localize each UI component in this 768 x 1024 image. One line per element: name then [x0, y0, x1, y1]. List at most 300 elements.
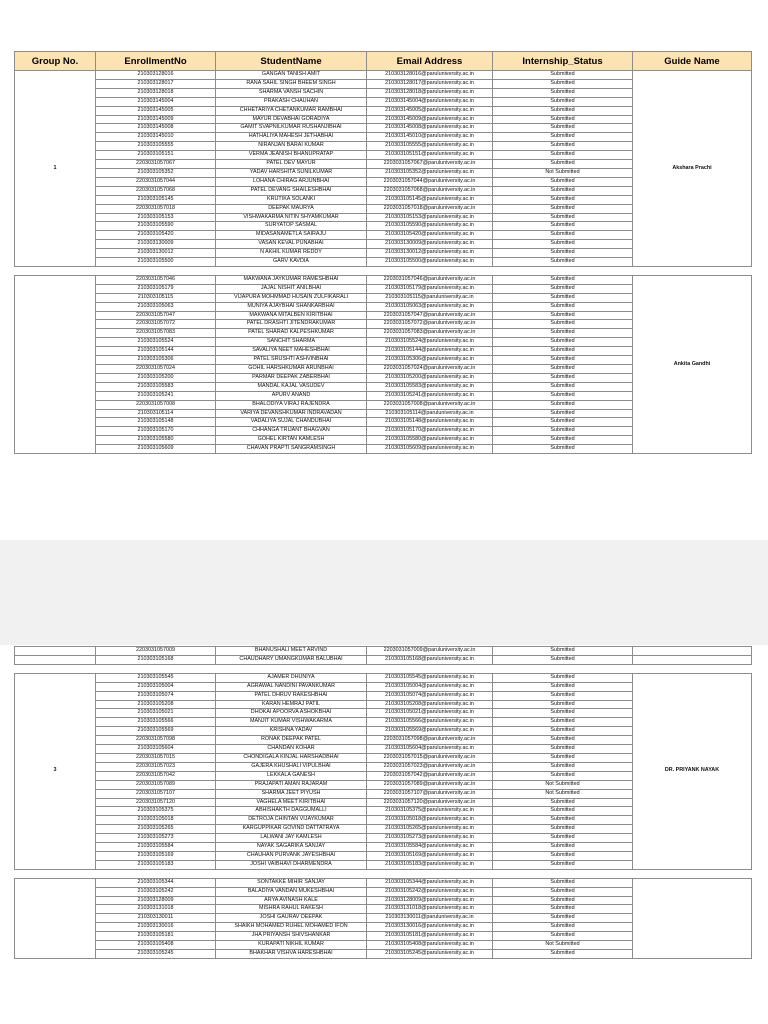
enrollment-cell: 2203031057067 — [96, 160, 216, 169]
status-cell: Submitted — [493, 700, 633, 709]
status-cell: Submitted — [493, 762, 633, 771]
status-cell: Not Submitted — [493, 168, 633, 177]
student-name-cell: PATEL DHRUV RAKESHBHAI — [216, 691, 367, 700]
student-name-cell: PATEL SHARAD KALPESHKUMAR — [216, 329, 367, 338]
status-cell: Submitted — [493, 329, 633, 338]
email-cell: 210303105265@paruluniversity.ac.in — [367, 825, 493, 834]
status-cell: Submitted — [493, 771, 633, 780]
status-cell: Submitted — [493, 816, 633, 825]
email-cell: 2203031057009@paruluniversity.ac.in — [367, 647, 493, 656]
status-cell: Submitted — [493, 843, 633, 852]
student-name-cell: PRAJAPATI AMAN RAJARAM — [216, 780, 367, 789]
student-name-cell: GANGAN TANISH AMIT — [216, 71, 367, 80]
email-cell: 210303105181@paruluniversity.ac.in — [367, 932, 493, 941]
status-cell: Submitted — [493, 427, 633, 436]
student-name-cell: RANA SAHIL SINGH BHEEM SINGH — [216, 79, 367, 88]
group-number-cell — [15, 275, 96, 453]
email-cell: 2203031057089@paruluniversity.ac.in — [367, 780, 493, 789]
enrollment-cell: 2203031057089 — [96, 780, 216, 789]
student-name-cell: KARGUPPIKAR GOVIND DATTATRAYA — [216, 825, 367, 834]
email-cell: 210303105242@paruluniversity.ac.in — [367, 887, 493, 896]
student-name-cell: JAJAL NISHIT ANILBHAI — [216, 284, 367, 293]
status-cell: Submitted — [493, 905, 633, 914]
enrollment-cell: 2203031057024 — [96, 365, 216, 374]
group-number-cell — [15, 647, 96, 656]
student-name-cell: JOSHI GAURAV DEEPAK — [216, 914, 367, 923]
enrollment-cell: 210303105555 — [96, 142, 216, 151]
status-cell: Submitted — [493, 124, 633, 133]
student-name-cell: PRAKASH CHAUHAN — [216, 97, 367, 106]
student-name-cell: VADALIYA SUJAL CHANDUBHAI — [216, 418, 367, 427]
enrollment-cell: 210303145004 — [96, 97, 216, 106]
enrollment-cell: 210303105245 — [96, 950, 216, 959]
guide-name-cell: DR. PRIYANK NAYAK — [633, 673, 752, 869]
email-cell: 210303105148@paruluniversity.ac.in — [367, 418, 493, 427]
table-row — [15, 647, 752, 656]
status-cell: Submitted — [493, 932, 633, 941]
status-cell: Submitted — [493, 878, 633, 887]
email-cell: 2203031057042@paruluniversity.ac.in — [367, 771, 493, 780]
email-cell: 2203031057023@paruluniversity.ac.in — [367, 762, 493, 771]
table-row — [15, 655, 752, 664]
enrollment-cell: 210303105583 — [96, 382, 216, 391]
status-cell: Submitted — [493, 365, 633, 374]
enrollment-cell: 210303105114 — [96, 409, 216, 418]
enrollment-cell: 210303128009 — [96, 896, 216, 905]
email-cell: 210303128009@paruluniversity.ac.in — [367, 896, 493, 905]
enrollment-cell: 2203031057046 — [96, 275, 216, 284]
email-cell: 210303105500@paruluniversity.ac.in — [367, 258, 493, 267]
guide-name-cell — [633, 655, 752, 664]
email-cell: 210303105604@paruluniversity.ac.in — [367, 745, 493, 754]
enrollment-cell: 210303128018 — [96, 88, 216, 97]
student-name-cell: SHARMA VANSH SACHIN — [216, 88, 367, 97]
student-name-cell: RONAK DEEPAK PATEL — [216, 736, 367, 745]
student-name-cell: VAGHELA MEET KIRITBHAI — [216, 798, 367, 807]
status-cell: Submitted — [493, 160, 633, 169]
enrollment-cell: 2203031057120 — [96, 798, 216, 807]
guide-name-cell: Akshara Prachi — [633, 71, 752, 267]
enrollment-cell: 2203031057009 — [96, 647, 216, 656]
enrollment-cell: 210303130011 — [96, 914, 216, 923]
email-cell: 2203031057068@paruluniversity.ac.in — [367, 186, 493, 195]
email-cell: 210303145005@paruluniversity.ac.in — [367, 106, 493, 115]
status-cell: Submitted — [493, 709, 633, 718]
status-cell: Submitted — [493, 445, 633, 454]
status-cell: Submitted — [493, 213, 633, 222]
student-name-cell: KRISHNA YADAV — [216, 727, 367, 736]
email-cell: 210303105580@paruluniversity.ac.in — [367, 436, 493, 445]
status-cell: Submitted — [493, 923, 633, 932]
status-cell: Submitted — [493, 302, 633, 311]
status-cell: Submitted — [493, 860, 633, 869]
enrollment-cell: 210303128016 — [96, 71, 216, 80]
enrollment-cell: 2203031057023 — [96, 762, 216, 771]
status-cell: Submitted — [493, 673, 633, 682]
student-name-cell: MANJIT KUMAR VISHWAKARMA — [216, 718, 367, 727]
email-cell: 2203031057083@paruluniversity.ac.in — [367, 329, 493, 338]
email-cell: 210303105208@paruluniversity.ac.in — [367, 700, 493, 709]
email-cell: 210303128018@paruluniversity.ac.in — [367, 88, 493, 97]
document-page-2 — [0, 645, 768, 1024]
student-name-cell: PATEL DRASHTI JITENDRAKUMAR — [216, 320, 367, 329]
group-separator-cell — [15, 266, 752, 275]
enrollment-cell: 210303105063 — [96, 302, 216, 311]
enrollment-cell: 210303105208 — [96, 700, 216, 709]
email-cell: 210303105179@paruluniversity.ac.in — [367, 284, 493, 293]
email-cell: 210303130009@paruluniversity.ac.in — [367, 240, 493, 249]
enrollment-cell: 210303105181 — [96, 932, 216, 941]
enrollment-cell: 210303105153 — [96, 213, 216, 222]
student-name-cell: NAYAK SAGARIKA SANJAY — [216, 843, 367, 852]
enrollment-cell: 210303130009 — [96, 240, 216, 249]
enrollment-cell: 2203031057098 — [96, 736, 216, 745]
enrollment-cell: 210303105179 — [96, 284, 216, 293]
group-number-cell — [15, 878, 96, 958]
email-cell: 210303105153@paruluniversity.ac.in — [367, 213, 493, 222]
email-cell: 210303105524@paruluniversity.ac.in — [367, 338, 493, 347]
group-separator — [15, 869, 752, 878]
email-cell: 210303105273@paruluniversity.ac.in — [367, 834, 493, 843]
enrollment-cell: 210303105584 — [96, 843, 216, 852]
status-cell: Submitted — [493, 222, 633, 231]
student-name-cell: GOHIL HARSHKUMAR ARUNBHAI — [216, 365, 367, 374]
email-cell: 2203031057018@paruluniversity.ac.in — [367, 204, 493, 213]
email-cell: 210303105609@paruluniversity.ac.in — [367, 445, 493, 454]
status-cell: Submitted — [493, 825, 633, 834]
student-name-cell: AGRAWAL NANDINI PAVANKUMAR — [216, 682, 367, 691]
student-name-cell: NIRANJAN BARAI KUMAR — [216, 142, 367, 151]
email-cell: 210303105144@paruluniversity.ac.in — [367, 347, 493, 356]
student-name-cell: CHAVAN PRAPTI SANGRAMSINGH — [216, 445, 367, 454]
group-separator — [15, 664, 752, 673]
enrollment-cell: 210303105148 — [96, 418, 216, 427]
header-guide-name: Guide Name — [633, 52, 752, 71]
email-cell: 2203031057044@paruluniversity.ac.in — [367, 177, 493, 186]
status-cell: Submitted — [493, 258, 633, 267]
student-name-cell: VIJAPURA MOHMMAD HUSAIN ZULFIKARALI — [216, 293, 367, 302]
student-name-cell: MAYUR DEVABHAI GORADIYA — [216, 115, 367, 124]
table-row — [15, 878, 752, 887]
enrollment-cell: 210303105375 — [96, 807, 216, 816]
enrollment-cell: 210303105145 — [96, 195, 216, 204]
guide-name-cell: Ankita Gandhi — [633, 275, 752, 453]
student-name-cell: VERMA JEANISH BHANUPRATAP — [216, 151, 367, 160]
student-name-cell: DHOKAI APOORVA ASHOKBHAI — [216, 709, 367, 718]
student-name-cell: LEKKALA GANESH — [216, 771, 367, 780]
student-name-cell: YADAV HARSHITA SUNILKUMAR — [216, 168, 367, 177]
header-internship-status: Internship_Status — [493, 52, 633, 71]
student-name-cell: LOHANA CHIRAG ARJUNBHAI — [216, 177, 367, 186]
student-name-cell: GARV KAVDIA — [216, 258, 367, 267]
enrollment-cell: 210303105609 — [96, 445, 216, 454]
email-cell: 210303105063@paruluniversity.ac.in — [367, 302, 493, 311]
status-cell: Submitted — [493, 79, 633, 88]
student-name-cell: VISHWAKARMA NITIN SHYAMKUMAR — [216, 213, 367, 222]
student-name-cell: LALWANI JAY KAMLESH — [216, 834, 367, 843]
status-cell: Submitted — [493, 436, 633, 445]
student-name-cell: APURV ANAND — [216, 391, 367, 400]
email-cell: 210303105241@paruluniversity.ac.in — [367, 391, 493, 400]
enrollment-cell: 210303105569 — [96, 727, 216, 736]
email-cell: 210303105018@paruluniversity.ac.in — [367, 816, 493, 825]
status-cell: Submitted — [493, 691, 633, 700]
enrollment-cell: 210303105151 — [96, 151, 216, 160]
status-cell: Submitted — [493, 418, 633, 427]
enrollment-cell: 210303105021 — [96, 709, 216, 718]
enrollment-cell: 210303105273 — [96, 834, 216, 843]
enrollment-cell: 210303145008 — [96, 124, 216, 133]
email-cell: 210303105074@paruluniversity.ac.in — [367, 691, 493, 700]
email-cell: 2203031057107@paruluniversity.ac.in — [367, 789, 493, 798]
student-name-cell: PARMAR DEEPAK ZABERBHAI — [216, 373, 367, 382]
email-cell: 210303130011@paruluniversity.ac.in — [367, 914, 493, 923]
enrollment-cell: 210303105004 — [96, 682, 216, 691]
enrollment-cell: 210303130012 — [96, 249, 216, 258]
status-cell: Submitted — [493, 682, 633, 691]
enrollment-cell: 210303105420 — [96, 231, 216, 240]
enrollment-cell: 210303145009 — [96, 115, 216, 124]
student-name-cell: HATHALIYA MAHESH JETHABHAI — [216, 133, 367, 142]
email-cell: 2203031057098@paruluniversity.ac.in — [367, 736, 493, 745]
student-name-cell: CHONDIGALA KINJAL HARSHADBHAI — [216, 753, 367, 762]
student-name-cell: CHANDAN KOHAR — [216, 745, 367, 754]
status-cell: Submitted — [493, 204, 633, 213]
student-name-cell: KURAPATI NIKHIL KUMAR — [216, 941, 367, 950]
status-cell: Submitted — [493, 249, 633, 258]
email-cell: 210303145010@paruluniversity.ac.in — [367, 133, 493, 142]
email-cell: 210303105114@paruluniversity.ac.in — [367, 409, 493, 418]
enrollment-cell: 210303105074 — [96, 691, 216, 700]
group-separator-cell — [15, 664, 752, 673]
enrollment-cell: 2203031057018 — [96, 204, 216, 213]
email-cell: 210303105584@paruluniversity.ac.in — [367, 843, 493, 852]
enrollment-cell: 2203031057044 — [96, 177, 216, 186]
email-cell: 210303105583@paruluniversity.ac.in — [367, 382, 493, 391]
enrollment-cell: 2203031057015 — [96, 753, 216, 762]
status-cell: Submitted — [493, 142, 633, 151]
group-separator-cell — [15, 869, 752, 878]
enrollment-cell: 210303105604 — [96, 745, 216, 754]
status-cell: Submitted — [493, 88, 633, 97]
status-cell: Submitted — [493, 745, 633, 754]
email-cell: 210303105344@paruluniversity.ac.in — [367, 878, 493, 887]
student-name-cell: BALADIYA VANDAN MUKESHBHAI — [216, 887, 367, 896]
email-cell: 210303131018@paruluniversity.ac.in — [367, 905, 493, 914]
email-cell: 210303105170@paruluniversity.ac.in — [367, 427, 493, 436]
group-number-cell: 3 — [15, 673, 96, 869]
status-cell: Submitted — [493, 284, 633, 293]
enrollment-cell: 210303105352 — [96, 168, 216, 177]
table-header-row — [15, 52, 752, 71]
enrollment-cell: 210303105524 — [96, 338, 216, 347]
enrollment-cell: 210303105500 — [96, 258, 216, 267]
email-cell: 210303105021@paruluniversity.ac.in — [367, 709, 493, 718]
student-name-cell: PATEL SRUSHTI ASHVINBHAI — [216, 356, 367, 365]
status-cell: Submitted — [493, 177, 633, 186]
email-cell: 2203031057047@paruluniversity.ac.in — [367, 311, 493, 320]
group-separator — [15, 266, 752, 275]
student-name-cell: SURYATOP SASMAL — [216, 222, 367, 231]
status-cell: Submitted — [493, 727, 633, 736]
student-name-cell: SHARMA JEET PIYUSH — [216, 789, 367, 798]
group-number-cell — [15, 655, 96, 664]
status-cell: Submitted — [493, 887, 633, 896]
student-name-cell: BHAKHAR VISHVA HARESHBHAI — [216, 950, 367, 959]
student-name-cell: MUNIYA AJAYBHAI SHANKARBHAI — [216, 302, 367, 311]
email-cell: 210303145004@paruluniversity.ac.in — [367, 97, 493, 106]
status-cell: Submitted — [493, 834, 633, 843]
student-name-cell: GAMIT SVAPNILKUMAR RUSHANJIBHAI — [216, 124, 367, 133]
email-cell: 210303145008@paruluniversity.ac.in — [367, 124, 493, 133]
email-cell: 210303130012@paruluniversity.ac.in — [367, 249, 493, 258]
status-cell: Submitted — [493, 851, 633, 860]
enrollment-cell: 210303105590 — [96, 222, 216, 231]
student-name-cell: KRUTIKA SOLANKI — [216, 195, 367, 204]
status-cell: Submitted — [493, 647, 633, 656]
table-row — [15, 275, 752, 284]
enrollment-cell: 210303105169 — [96, 851, 216, 860]
enrollment-cell: 210303105566 — [96, 718, 216, 727]
email-cell: 210303105183@paruluniversity.ac.in — [367, 860, 493, 869]
student-name-cell: BHANUSHALI MEET ARVIND — [216, 647, 367, 656]
email-cell: 2203031057120@paruluniversity.ac.in — [367, 798, 493, 807]
status-cell: Submitted — [493, 753, 633, 762]
email-cell: 210303128017@paruluniversity.ac.in — [367, 79, 493, 88]
student-name-cell: ABHISHAKTH DAGGUMALLI — [216, 807, 367, 816]
student-name-cell: MIDASANAMETLA SAIRAJU — [216, 231, 367, 240]
student-name-cell: SHAIKH MOHAMED RUHEL MOHAMED IFON — [216, 923, 367, 932]
student-name-cell: CHHANGA TRIJANT BHAGVAN — [216, 427, 367, 436]
email-cell: 210303105420@paruluniversity.ac.in — [367, 231, 493, 240]
status-cell: Submitted — [493, 798, 633, 807]
email-cell: 210303105168@paruluniversity.ac.in — [367, 655, 493, 664]
enrollment-cell: 210303105115 — [96, 293, 216, 302]
enrollment-cell: 210303105144 — [96, 347, 216, 356]
status-cell: Submitted — [493, 807, 633, 816]
student-name-cell: JOSHI VAIBHAVI DHARMENDRA — [216, 860, 367, 869]
status-cell: Submitted — [493, 950, 633, 959]
email-cell: 2203031057046@paruluniversity.ac.in — [367, 275, 493, 284]
enrollment-cell: 210303105242 — [96, 887, 216, 896]
email-cell: 210303105145@paruluniversity.ac.in — [367, 195, 493, 204]
student-name-cell: DEEPAK MAURYA — [216, 204, 367, 213]
status-cell: Submitted — [493, 97, 633, 106]
email-cell: 210303128016@paruluniversity.ac.in — [367, 71, 493, 80]
status-cell: Not Submitted — [493, 941, 633, 950]
status-cell: Submitted — [493, 71, 633, 80]
email-cell: 210303105115@paruluniversity.ac.in — [367, 293, 493, 302]
enrollment-cell: 210303105241 — [96, 391, 216, 400]
header-student-name: StudentName — [216, 52, 367, 71]
email-cell: 210303105352@paruluniversity.ac.in — [367, 168, 493, 177]
student-name-cell: PATEL DEVANG SHAILESHBHAI — [216, 186, 367, 195]
status-cell: Submitted — [493, 186, 633, 195]
email-cell: 210303105566@paruluniversity.ac.in — [367, 718, 493, 727]
student-name-cell: BHALODIYA VIRAJ RAJENDRA — [216, 400, 367, 409]
student-name-cell: CHAUDHARY UMANGKUMAR BALUBHAI — [216, 655, 367, 664]
student-name-cell: SAVALIYA NEET MAHESHBHAI — [216, 347, 367, 356]
email-cell: 210303105169@paruluniversity.ac.in — [367, 851, 493, 860]
status-cell: Submitted — [493, 356, 633, 365]
status-cell: Submitted — [493, 106, 633, 115]
enrollment-cell: 210303105200 — [96, 373, 216, 382]
student-name-cell: MANDAL KAJAL VASUDEV — [216, 382, 367, 391]
email-cell: 210303105375@paruluniversity.ac.in — [367, 807, 493, 816]
enrollment-cell: 210303105344 — [96, 878, 216, 887]
student-name-cell: SONTAKKE MIHIR SANJAY — [216, 878, 367, 887]
email-cell: 2203031057024@paruluniversity.ac.in — [367, 365, 493, 374]
student-name-cell: SANCHIT SHARMA — [216, 338, 367, 347]
email-cell: 210303145009@paruluniversity.ac.in — [367, 115, 493, 124]
email-cell: 210303105408@paruluniversity.ac.in — [367, 941, 493, 950]
enrollment-cell: 210303145010 — [96, 133, 216, 142]
status-cell: Submitted — [493, 896, 633, 905]
status-cell: Submitted — [493, 736, 633, 745]
student-name-cell: N AKHIL KUMAR REDDY — [216, 249, 367, 258]
table-row — [15, 673, 752, 682]
student-name-cell: KARAN HEMRAJ PATIL — [216, 700, 367, 709]
guide-name-cell — [633, 878, 752, 958]
status-cell: Submitted — [493, 231, 633, 240]
student-name-cell: JHA PRIYANSH SHIVSHANKAR — [216, 932, 367, 941]
student-name-cell: MISHRA RAHUL RAKESH — [216, 905, 367, 914]
student-name-cell: VARIYA DEVANSHKUMAR INDRAVADAN — [216, 409, 367, 418]
student-name-cell: GOHEL KIRTAN KAMLESH — [216, 436, 367, 445]
student-name-cell: DETROJA CHINTAN VIJAYKUMAR — [216, 816, 367, 825]
email-cell: 210303130016@paruluniversity.ac.in — [367, 923, 493, 932]
email-cell: 2203031057067@paruluniversity.ac.in — [367, 160, 493, 169]
enrollment-cell: 2203031057008 — [96, 400, 216, 409]
status-cell: Submitted — [493, 338, 633, 347]
status-cell: Submitted — [493, 914, 633, 923]
enrollment-cell: 210303105545 — [96, 673, 216, 682]
enrollment-cell: 210303145005 — [96, 106, 216, 115]
enrollment-cell: 2203031057072 — [96, 320, 216, 329]
header-group-no: Group No. — [15, 52, 96, 71]
student-name-cell: GAJERA KHUSHALI VIPULBHAI — [216, 762, 367, 771]
status-cell: Submitted — [493, 373, 633, 382]
group-table-page-1 — [14, 51, 752, 454]
enrollment-cell: 210303105408 — [96, 941, 216, 950]
enrollment-cell: 210303105306 — [96, 356, 216, 365]
header-email-address: Email Address — [367, 52, 493, 71]
status-cell: Submitted — [493, 320, 633, 329]
enrollment-cell: 2203031057068 — [96, 186, 216, 195]
email-cell: 210303105200@paruluniversity.ac.in — [367, 373, 493, 382]
enrollment-cell: 210303105183 — [96, 860, 216, 869]
status-cell: Not Submitted — [493, 780, 633, 789]
enrollment-cell: 210303105168 — [96, 655, 216, 664]
student-name-cell: VASAN KEVAL PUNABHAI — [216, 240, 367, 249]
student-name-cell: CHHETARIYA CHETANKUMAR RAMBHAI — [216, 106, 367, 115]
email-cell: 2203031057015@paruluniversity.ac.in — [367, 753, 493, 762]
enrollment-cell: 2203031057042 — [96, 771, 216, 780]
header-enrollment-no: EnrollmentNo — [96, 52, 216, 71]
group-number-cell: 1 — [15, 71, 96, 267]
student-name-cell: CHAUHAN PURVANK JAYESHBHAI — [216, 851, 367, 860]
email-cell: 210303105151@paruluniversity.ac.in — [367, 151, 493, 160]
status-cell: Submitted — [493, 391, 633, 400]
enrollment-cell: 210303105170 — [96, 427, 216, 436]
enrollment-cell: 2203031057047 — [96, 311, 216, 320]
email-cell: 210303105590@paruluniversity.ac.in — [367, 222, 493, 231]
status-cell: Submitted — [493, 275, 633, 284]
status-cell: Submitted — [493, 311, 633, 320]
enrollment-cell: 210303105265 — [96, 825, 216, 834]
email-cell: 2203031057008@paruluniversity.ac.in — [367, 400, 493, 409]
status-cell: Submitted — [493, 347, 633, 356]
